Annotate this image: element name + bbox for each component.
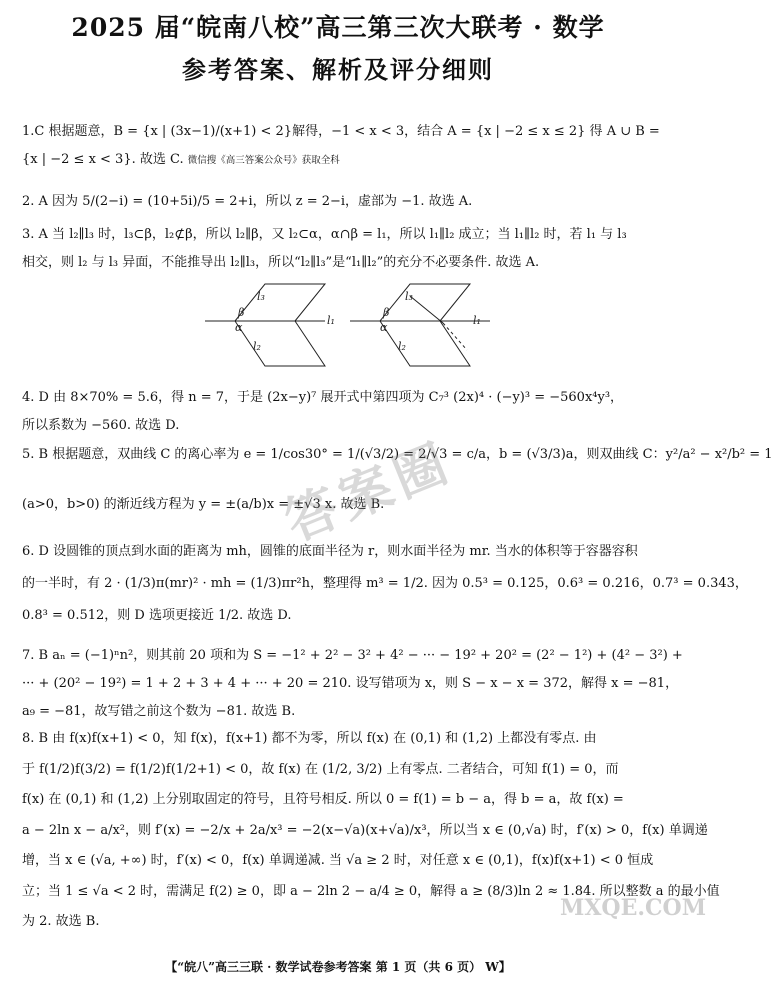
answer-4	[22, 384, 652, 440]
answer-line: ··· + (20² − 19²) = 1 + 2 + 3 + 4 + ··· + 20 = 210. 设写错项为 x，则 S − x − x = 372，解得 x = −81，	[22, 676, 679, 691]
answer-8	[22, 724, 720, 938]
fig-right-l2: l₂	[398, 340, 406, 353]
answer-line: 2. A 因为 5/(2−i) = (10+5i)/5 = 2+i，所以 z = 2−i，虚部为 −1. 故选 A.	[22, 194, 473, 209]
answer-line: 1.C 根据题意，B = {x | (3x−1)/(x+1) < 2}解得，−1 < x < 3，结合 A = {x | −2 ≤ x ≤ 2} 得 A ∪ B =	[22, 124, 660, 139]
wechat-note: 微信搜《高三答案公众号》获取全科	[187, 155, 340, 166]
answer-line: 4. D 由 8×70% = 5.6，得 n = 7，于是 (2x−y)⁷ 展开式中第四项为 C₇³ (2x)⁴ · (−y)³ = −560x⁴y³，	[22, 390, 624, 405]
fig-right-beta: β	[383, 306, 390, 319]
answer-line: a₉ = −81，故写错之前这个数为 −81. 故选 B.	[22, 704, 296, 719]
watermark-stamp: 答案圈	[276, 431, 461, 554]
answer-6	[22, 538, 748, 630]
answer-line: f(x) 在 (0,1) 和 (1,2) 上分别取固定的符号，且符号相反. 所以 0 = f(1) = b − a，得 b = a，故 f(x) =	[22, 792, 624, 807]
answer-line: 增，当 x ∈ (√a, +∞) 时，f′(x) < 0，f(x) 单调递减. 当 √a ≥ 2 时，对任意 x ∈ (0,1)，f(x)f(x+1) < 0 恒成	[22, 853, 654, 868]
fig-right-l3: l₃	[405, 290, 413, 303]
answer-line: (a>0，b>0) 的渐近线方程为 y = ±(a/b)x = ±√3 x. 故选 B.	[22, 497, 385, 512]
answer-1	[22, 118, 660, 175]
answer-3	[22, 221, 652, 277]
answer-7	[22, 642, 683, 726]
answer-line: 5. B 根据题意，双曲线 C 的离心率为 e = 1/cos30° = 1/(√3/2) = 2/√3 = c/a，b = (√3/3)a，则双曲线 C：y²/a² − x²/b² = 1	[22, 447, 773, 462]
watermark-corner: MXQE.COM	[560, 895, 707, 921]
fig-left-l1: l₁	[327, 314, 335, 327]
fig-left-alpha: α	[235, 321, 243, 334]
answer-line: 立；当 1 ≤ √a < 2 时，需满足 f(2) ≥ 0，即 a − 2ln 2 − a/4 ≥ 0，解得 a ≥ (8/3)ln 2 ≈ 1.84. 所以整数 a 的最小值	[22, 883, 720, 899]
fig-left-l3: l₃	[257, 290, 265, 303]
answer-line: 0.8³ = 0.512，则 D 选项更接近 1/2. 故选 D.	[22, 608, 292, 623]
answer-line: 于 f(1/2)f(3/2) = f(1/2)f(1/2+1) < 0，故 f(x) 在 (1/2, 3/2) 上有零点. 二者结合，可知 f(1) = 0，而	[22, 761, 619, 777]
answer-line: 8. B 由 f(x)f(x+1) < 0，知 f(x)，f(x+1) 都不为零，所以 f(x) 在 (0,1) 和 (1,2) 上都没有零点. 由	[22, 731, 597, 746]
fig-left-l2: l₂	[253, 340, 261, 353]
answer-line: 7. B aₙ = (−1)ⁿn²，则其前 20 项和为 S = −1² + 2² − 3² + 4² − ··· − 19² + 20² = (2² − 1²) + (4² − 3²) +	[22, 648, 683, 663]
answer-line: 为 2. 故选 B.	[22, 914, 100, 929]
page-footer: 【“皖八”高三三联 · 数学试卷参考答案 第 1 页（共 6 页） W】	[165, 960, 511, 974]
answer-line: 6. D 设圆锥的顶点到水面的距离为 mh，圆锥的底面半径为 r，则水面半径为 mr. 当水的体积等于容器容积	[22, 544, 638, 559]
fig-right-l1: l₁	[473, 314, 481, 327]
fig-left-beta: β	[238, 306, 245, 319]
answer-text: {x | −2 ≤ x < 3}. 故选 C.	[22, 152, 184, 167]
page-subtitle: 参考答案、解析及评分细则	[182, 55, 494, 84]
answer-line: 相交，则 l₂ 与 l₃ 异面，不能推导出 l₂∥l₃，所以“l₂∥l₃”是“l₁∥l₂”的充分不必要条件. 故选 A.	[22, 255, 540, 270]
answer-line: 所以系数为 −560. 故选 D.	[22, 418, 180, 433]
planes-figure	[205, 276, 490, 376]
answer-line	[22, 146, 652, 175]
answer-line: 3. A 当 l₂∥l₃ 时，l₃⊂β，l₂⊄β，所以 l₂∥β，又 l₂⊂α，α∩β = l₁，所以 l₁∥l₂ 成立；当 l₁∥l₂ 时，若 l₁ 与 l₃	[22, 227, 627, 242]
page-title: 2025 届“皖南八校”高三第三次大联考 · 数学	[71, 13, 605, 42]
answer-line: a − 2ln x − a/x²，则 f′(x) = −2/x + 2a/x³ = −2(x−√a)(x+√a)/x³，所以当 x ∈ (0,√a) 时，f′(x) > 0，f(x) 单调递	[22, 822, 708, 838]
fig-right-alpha: α	[380, 321, 388, 334]
answer-line: 的一半时，有 2 · (1/3)π(mr)² · mh = (1/3)πr²h，整理得 m³ = 1/2. 因为 0.5³ = 0.125，0.6³ = 0.216，0.7³ = 0.343，	[22, 576, 748, 591]
answer-2	[22, 188, 652, 216]
